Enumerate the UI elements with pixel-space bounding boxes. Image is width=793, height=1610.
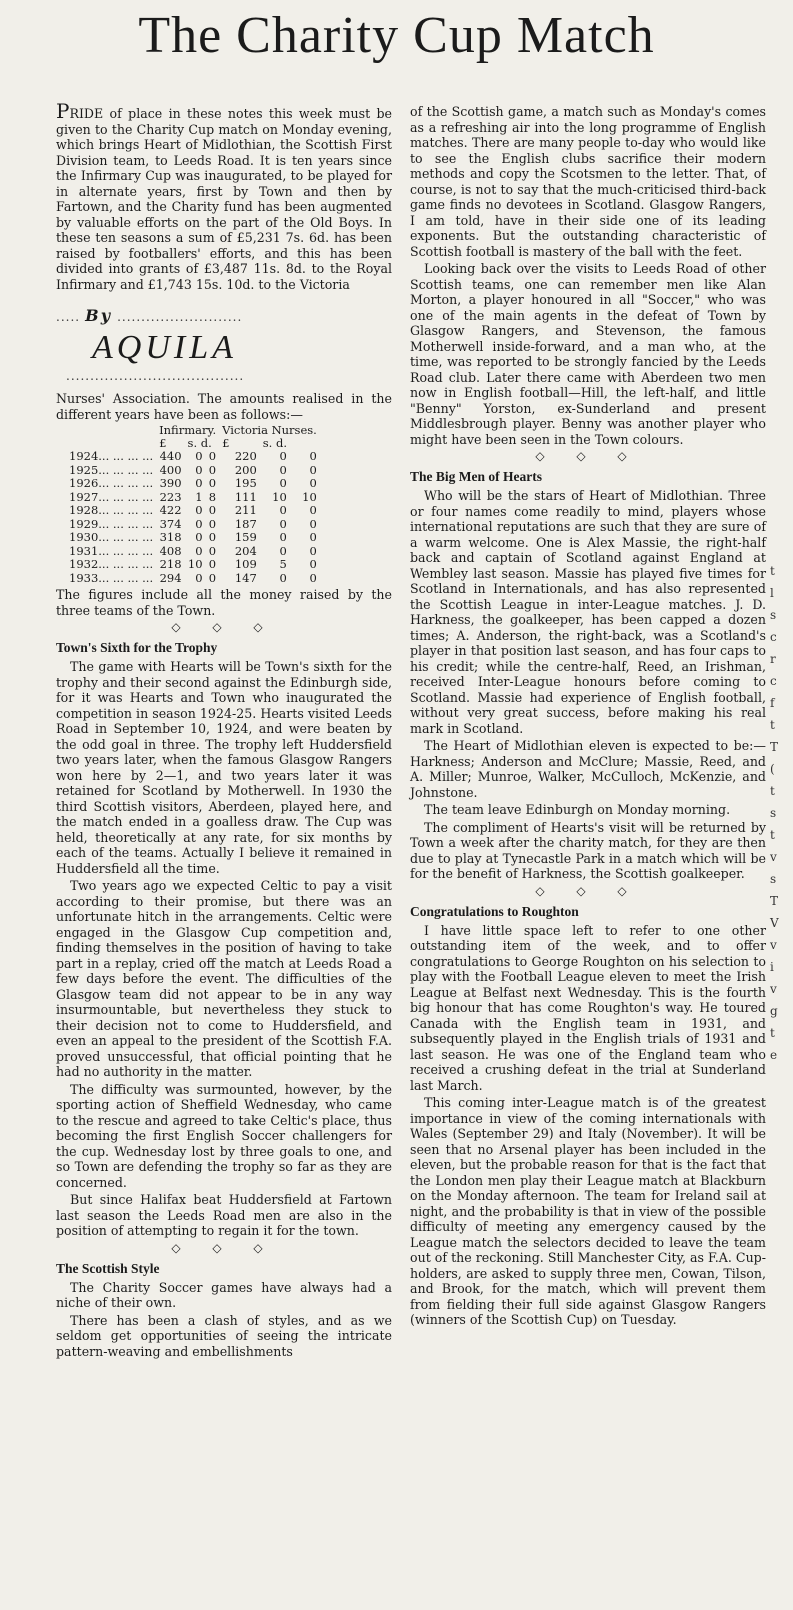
amount-cell: 0 [279, 570, 287, 585]
edge-fragment: t [770, 784, 775, 798]
paragraph: Who will be the stars of Heart of Midlothian. Three or four names come readily to mind, players whose international reputations are such that they are sure of a warm welcome. One is Alex Massie, the right-half back and captain of Scotland against England at Wembley last season. Massie has played five times for Scotland in Internationals, and has also represented the Scottish League in inter-League matches. J. D. Harkness, the goalkeeper, has been capped a dozen times; A. Anderson, the right-back, was a Scotland's player in that position last season, and has four caps to his credit; while the centre-half, Reed, an Irishman, received Inter-League honours before coming to Scotland. Massie had experience of English football, without very great success, before making his real mark in Scotland. [410, 488, 766, 736]
drop-cap: P [56, 99, 70, 123]
header-victoria: Victoria Nurses. [222, 423, 317, 437]
amount-cell: 0 [309, 543, 317, 558]
amount-cell: 218 [159, 557, 182, 571]
section-title: Town's Sixth for the Trophy [56, 640, 218, 655]
byline [56, 306, 392, 383]
year-cell: 1933... ... ... ... [69, 570, 154, 585]
amount-cell: 1 [195, 489, 203, 504]
left-column [56, 99, 392, 1361]
byline-author: AQUILA [92, 329, 237, 366]
paragraph: Two years ago we expected Celtic to pay a visit according to their promise, but there was an unfortunate hitch in the arrangements. Celtic were engaged in the Glasgow Cup competition and, finding themselves in the position of having to take part in a replay, cried off the match at Leeds Road a few days before the event. The difficulties of the Glasgow team did not appear to be in any way insurmountable, but nevertheless they stuck to their decision not to come to Huddersfield, and even an appeal to the president of the Scottish F.A. proved unsuccessful, that official pointing that he had no authority in the matter. [56, 878, 392, 1079]
unit-sd: s. d. [262, 436, 287, 450]
amount-cell: 0 [208, 516, 217, 531]
amount-cell: 10 [272, 489, 287, 504]
amount-cell: 0 [309, 570, 317, 585]
adjacent-column-fragment [770, 560, 790, 1066]
amount-cell: 204 [234, 543, 257, 558]
amount-cell: 422 [159, 503, 182, 517]
intro-paragraph [56, 99, 392, 292]
dot-leader: .......................... [117, 310, 243, 324]
table-row [66, 558, 320, 572]
amount-cell: 0 [279, 449, 287, 463]
amount-cell: 187 [234, 516, 257, 531]
unit-pounds: £ [159, 436, 167, 450]
amount-cell: 109 [234, 557, 257, 571]
amount-cell: 0 [279, 462, 287, 477]
amount-cell: 111 [234, 489, 257, 504]
amount-cell: 159 [234, 530, 257, 544]
year-cell: 1932... ... ... ... [69, 557, 154, 571]
edge-fragment: V [770, 916, 779, 930]
amount-cell: 0 [195, 476, 203, 490]
headline: The Charity Cup Match [138, 7, 655, 64]
section-title: The Big Men of Hearts [410, 469, 542, 484]
edge-fragment: T [770, 740, 779, 754]
amount-cell: 440 [159, 449, 182, 463]
paragraph: The Heart of Midlothian eleven is expected to be:—Harkness; Anderson and McClure; Massie, Reed, and A. Miller; Munroe, Walker, McCulloch, McKenzie, and Johnstone. [410, 738, 766, 800]
amount-cell: 211 [234, 503, 257, 517]
edge-fragment: v [770, 850, 777, 864]
year-cell: 1928... ... ... ... [69, 503, 154, 517]
amount-cell: 0 [309, 516, 317, 531]
edge-fragment: e [770, 1048, 778, 1062]
amount-cell: 5 [279, 557, 287, 571]
dot-leader: ..................................... [66, 369, 245, 383]
paragraph: The compliment of Hearts's visit will be returned by Town a week after the charity match, for they are then due to play at Tynecastle Park in a match which will be for the benefit of Harkness, the Scottish goalkeeper. [410, 819, 766, 881]
edge-fragment: t [770, 828, 775, 842]
section-title: Congratulations to Roughton [410, 903, 579, 919]
amount-cell: 0 [279, 503, 287, 517]
amount-cell: 0 [309, 503, 317, 517]
table-row [66, 572, 320, 586]
amounts-table [66, 424, 320, 585]
edge-fragment: s [770, 806, 777, 820]
amount-cell: 0 [195, 516, 203, 531]
year-cell: 1926... ... ... ... [69, 476, 154, 490]
amount-cell: 0 [309, 462, 317, 477]
paragraph: There has been a clash of styles, and as we seldom get opportunities of seeing the intricate pattern-weaving and embellishments [56, 1312, 392, 1359]
amount-cell: 318 [159, 530, 182, 544]
section-divider: ◇ ◇ ◇ [535, 449, 641, 463]
edge-fragment: c [770, 674, 777, 688]
edge-fragment: v [770, 982, 777, 996]
amount-cell: 200 [234, 462, 257, 477]
edge-fragment: t [770, 718, 775, 732]
edge-fragment: s [770, 872, 777, 886]
year-cell: 1929... ... ... ... [69, 516, 154, 531]
amount-cell: 0 [208, 503, 217, 517]
amount-cell: 0 [195, 570, 203, 585]
year-cell: 1927... ... ... ... [69, 489, 154, 504]
nurses-paragraph: Nurses' Association. The amounts realised in the different years have been as follows:— [56, 391, 392, 422]
edge-fragment: t [770, 564, 775, 578]
table-row [66, 450, 320, 464]
amount-cell: 0 [195, 449, 203, 463]
amount-cell: 374 [159, 516, 182, 531]
amount-cell: 0 [208, 476, 217, 490]
paragraph: Looking back over the visits to Leeds Road of other Scottish teams, one can remember men like Alan Morton, a player honoured in all "Soccer," who was one of the main agents in the defeat of Town by Glasgow Rangers, and Stevenson, the famous Motherwell inside-forward, and a man who, at the time, was reported to be strongly fancied by the Leeds Road club. Later there came with Aberdeen two men now in English football—Hill, the left-half, and little "Benny" Yorston, ex-Sunderland and present Middlesbrough player. Benny was another player who might have been seen in the Town colours. [410, 261, 766, 447]
amount-cell: 0 [208, 543, 217, 558]
dot-leader: ..... [56, 310, 81, 324]
amount-cell: 0 [279, 516, 287, 531]
edge-fragment: c [770, 630, 777, 644]
section-title: The Scottish Style [56, 1260, 160, 1276]
section-divider: ◇ ◇ ◇ [171, 620, 277, 634]
amount-cell: 8 [208, 489, 217, 504]
paragraph: This coming inter-League match is of the greatest importance in view of the coming internationals with Wales (September 29) and Italy (November). It will be seen that no Arsenal player has been included in the eleven, but the probable reason for that is the fact that the London men play their League match at Blackburn on the Monday afternoon. The team for Ireland sail at night, and the probability is that in view of the possible difficulty of meeting any emergency caused by the League match the selectors decided to leave the team out of the reckoning. Still Manchester City, as F.A. Cup-holders, are asked to supply three men, Cowan, Tilson, and Brook, for the match, which will prevent them from fielding their full side against Glasgow Rangers (winners of the Scottish Cup) on Tuesday. [410, 1095, 766, 1327]
paragraph: I have little space left to refer to one other outstanding item of the week, and to offer congratulations to George Roughton on his selection to play with the Football League eleven to meet the Irish League at Belfast next Wednesday. This is the fourth big honour that has come Roughton's way. He toured Canada with the English team in 1931, and subsequently played in the English trials of 1931 and last season. He was one of the England team who received a crushing defeat in the trial at Sunderland last March. [410, 922, 766, 1093]
amount-cell: 195 [234, 476, 257, 490]
table-row [66, 531, 320, 545]
amount-cell: 0 [208, 570, 217, 585]
amount-cell: 147 [234, 570, 257, 585]
amount-cell: 0 [309, 530, 317, 544]
amount-cell: 0 [279, 476, 287, 490]
paragraph: of the Scottish game, a match such as Monday's comes as a refreshing air into the long programme of English matches. There are many people to-day who would like to see the English clubs sacrifice their modern methods and copy the Scotsmen to the letter. That, of course, is not to say that the much-criticised third-back game finds no devotees in Scotland. Glasgow Rangers, I am told, have in their side one of its leading exponents. But the outstanding characteristic of Scottish football is mastery of the ball with the feet. [410, 104, 766, 259]
edge-fragment: i [770, 960, 774, 974]
unit-pounds: £ [222, 436, 230, 450]
byline-by: By [85, 306, 112, 325]
paragraph: The team leave Edinburgh on Monday morning. [424, 802, 731, 817]
edge-fragment: f [770, 696, 775, 710]
amount-cell: 0 [309, 557, 317, 571]
amount-cell: 220 [234, 449, 257, 463]
section-divider: ◇ ◇ ◇ [171, 1240, 277, 1255]
table-row [66, 464, 320, 478]
year-cell: 1931... ... ... ... [69, 543, 154, 558]
section-divider: ◇ ◇ ◇ [535, 883, 641, 898]
amount-cell: 0 [279, 530, 287, 544]
table-row [66, 491, 320, 505]
year-cell: 1924... ... ... ... [69, 449, 154, 463]
intro-text: RIDE of place in these notes this week must be given to the Charity Cup match on Monday evening, which brings Heart of Midlothian, the Scottish First Division team, to Leeds Road. It is ten years since the Infirmary Cup was inaugurated, to be played for in alternate years, first by Town and then by Fartown, and the Charity fund has been augmented by valuable efforts on the part of the Old Boys. In these ten seasons a sum of £5,231 7s. 6d. has been raised by footballers' efforts, and this has been divided into grants of £3,487 11s. 8d. to the Royal Infirmary and £1,743 15s. 10d. to the Victoria [56, 106, 392, 292]
table-body [66, 450, 320, 585]
edge-fragment: v [770, 938, 777, 952]
amount-cell: 0 [309, 449, 317, 463]
header-infirmary: Infirmary. [159, 423, 217, 437]
edge-fragment: r [770, 652, 776, 666]
amount-cell: 10 [187, 557, 203, 571]
amount-cell: 0 [279, 543, 287, 558]
table-note: The figures include all the money raised by the three teams of the Town. [56, 587, 392, 618]
year-cell: 1925... ... ... ... [69, 462, 154, 477]
amount-cell: 0 [195, 543, 203, 558]
amount-cell: 0 [208, 462, 217, 477]
paragraph: The difficulty was surmounted, however, by the sporting action of Sheffield Wednesday, who came to the rescue and agreed to take Celtic's place, thus becoming the first English Soccer challengers for the cup. Wednesday lost by three goals to one, and so Town are defending the trophy so far as they are concerned. [56, 1081, 392, 1190]
paragraph: But since Halifax beat Huddersfield at Fartown last season the Leeds Road men are also in the position of attempting to regain it for the town. [56, 1192, 392, 1238]
amount-cell: 390 [159, 476, 182, 490]
table-row [66, 545, 320, 559]
amount-cell: 400 [159, 462, 182, 477]
edge-fragment: t [770, 1026, 775, 1040]
amount-cell: 10 [302, 489, 317, 504]
right-column [410, 104, 766, 1330]
amount-cell: 0 [208, 449, 217, 463]
edge-fragment: s [770, 608, 777, 622]
amount-cell: 0 [195, 530, 203, 544]
edge-fragment: T [770, 894, 779, 908]
table-row [66, 477, 320, 491]
amount-cell: 0 [195, 503, 203, 517]
amount-cell: 0 [208, 557, 217, 571]
edge-fragment: ( [770, 762, 775, 776]
amount-cell: 223 [159, 489, 182, 504]
paragraph: The Charity Soccer games have always had a niche of their own. [56, 1279, 392, 1310]
amount-cell: 0 [208, 530, 217, 544]
amount-cell: 408 [159, 543, 182, 558]
year-cell: 1930... ... ... ... [69, 530, 154, 544]
paragraph: The game with Hearts will be Town's sixth for the trophy and their second against the Edinburgh side, for it was Hearts and Town who inaugurated the competition in season 1924-25. Hearts visited Leeds Road in September 10, 1924, and were beaten by the odd goal in three. The trophy left Huddersfield two years later, when the famous Glasgow Rangers won here by 2—1, and two years later it was retained for Scotland by Motherwell. In 1930 the third Scottish visitors, Aberdeen, played here, and the match ended in a goalless draw. The Cup was held, theoretically at any rate, for six months by each of the teams. Actually I believe it remained in Huddersfield all the time. [56, 659, 392, 876]
amount-cell: 294 [159, 570, 182, 585]
edge-fragment: l [770, 586, 774, 600]
amount-cell: 0 [195, 462, 203, 477]
amount-cell: 0 [309, 476, 317, 490]
table-row [66, 504, 320, 518]
table-row [66, 518, 320, 532]
edge-fragment: g [770, 1004, 778, 1018]
unit-sd: s. d. [187, 436, 212, 450]
